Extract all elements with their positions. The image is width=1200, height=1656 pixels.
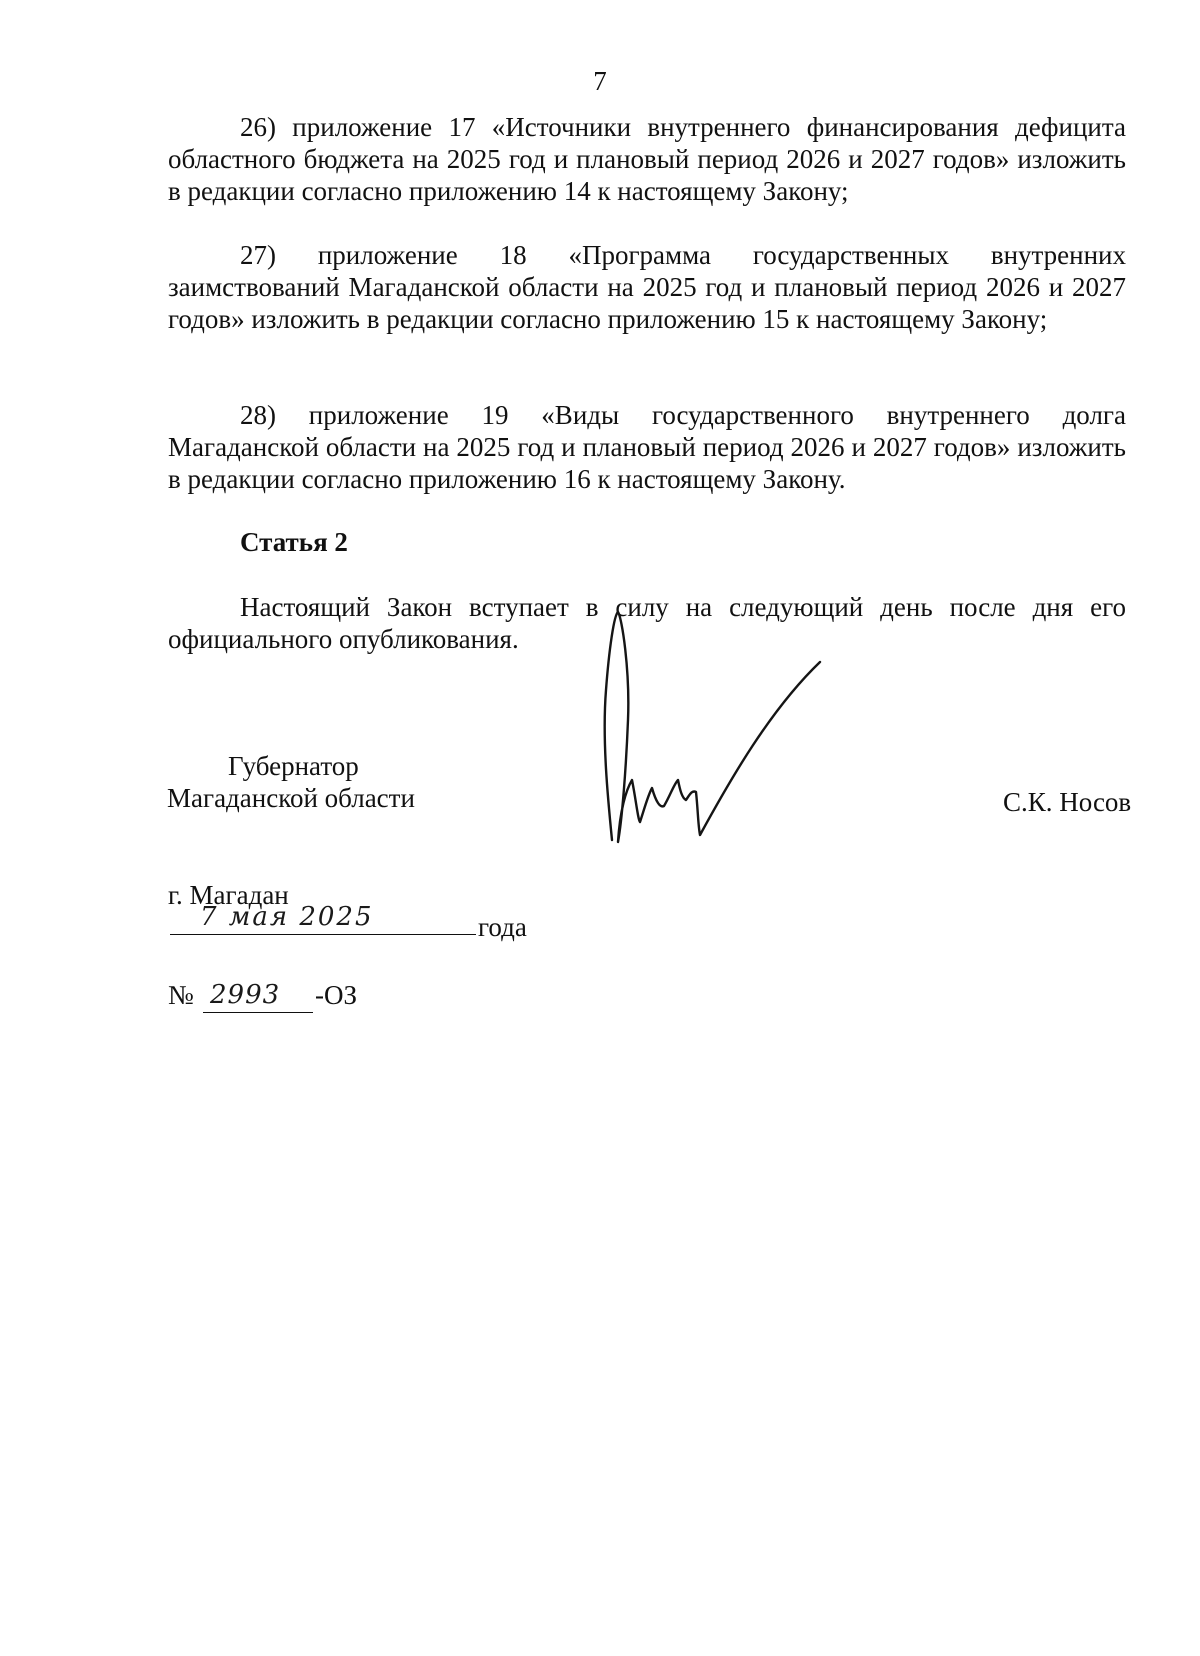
signatory-name: С.К. Носов [1003,787,1132,817]
place-of-signing: г. Магадан [168,880,289,910]
number-suffix: -ОЗ [315,980,358,1010]
page-number: 7 [593,66,607,96]
signatory-title-line2: Магаданской области [167,783,415,813]
article-heading: Статья 2 [240,527,348,557]
date-underline [170,934,476,935]
article-text: Настоящий Закон вступает в силу на следующий день после дня его официального опубликования. [168,592,1126,654]
signatory-title-line1: Губернатор [228,751,359,781]
item-27: 27) приложение 18 «Программа государственных внутренних заимствований Магаданской области на 2025 год и плановый период 2026 и 2027 годов» изложить в редакции согласно приложению 15 к настоящему Закону; [168,240,1126,334]
item-26: 26) приложение 17 «Источники внутреннего финансирования дефицита областного бюджета на 2025 год и плановый период 2026 и 2027 годов» изложить в редакции согласно приложению 14 к настоящему Закону; [168,112,1126,206]
handwritten-law-number: 2993 [210,980,281,1010]
number-underline [203,1012,313,1013]
number-prefix: № [168,980,194,1010]
handwritten-date: 7 мая 2025 [200,902,374,932]
date-suffix: года [478,912,527,942]
item-28: 28) приложение 19 «Виды государственного внутреннего долга Магаданской области на 2025 год и плановый период 2026 и 2027 годов» изложить в редакции согласно приложению 16 к настоящему Закону. [168,400,1126,494]
handwritten-signature [600,610,830,850]
